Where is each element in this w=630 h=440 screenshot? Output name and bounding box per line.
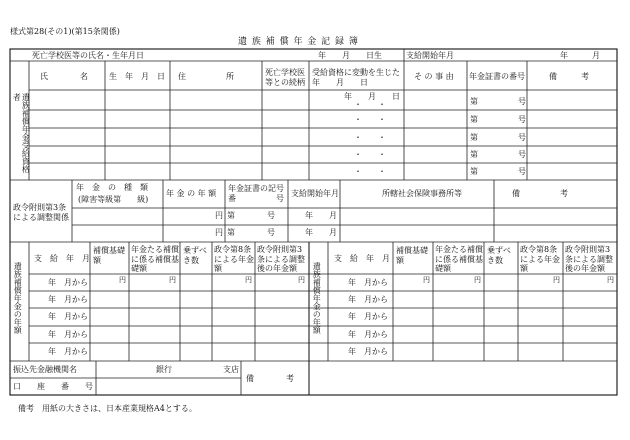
adj-ym-row1: 年 月 <box>305 211 337 220</box>
cert-no-row5: 第 号 <box>470 167 526 176</box>
branch-suffix: 支店 <box>223 365 239 374</box>
header-pension-sub: (障害等級第 級) <box>78 195 149 204</box>
pension-side-label-left: 遺族補償年金の年額 <box>13 262 23 334</box>
yen-multiplied-right: 円 <box>474 276 481 284</box>
header-period-right: 支 給 年 月 <box>334 254 390 263</box>
pension-side-label-right: 遺族補償年金の年額 <box>312 262 322 334</box>
cert-no-row2: 第 号 <box>470 115 526 124</box>
cert-no-row1: 第 号 <box>470 97 526 106</box>
from-right-1: 年 月から <box>348 278 388 287</box>
header-name: 氏 名 <box>40 72 88 81</box>
from-left-5: 年 月から <box>48 347 88 356</box>
header-base-right: 補償基礎額 <box>396 246 428 266</box>
yen-article8-right: 円 <box>553 276 560 284</box>
adj-number-row2: 第 号 <box>227 228 275 237</box>
from-left-2: 年 月から <box>48 295 88 304</box>
header-after-adjust-left: 政令附則第3条による調整後の年金額 <box>257 245 305 274</box>
yen-adjust-left: 円 <box>298 276 305 284</box>
header-cert-no: 年金証書の番号 <box>469 72 525 81</box>
header-relation: 死亡学校医等との続柄 <box>265 68 305 87</box>
header-birth: 生 年 月 日 <box>109 72 165 81</box>
bank-suffix: 銀行 <box>156 365 172 374</box>
dot-row3: ・ ・ <box>354 133 386 142</box>
cert-no-row4: 第 号 <box>470 150 526 159</box>
adj-yen-row2: 円 <box>215 228 223 237</box>
header-period-left: 支 給 年 月 <box>34 254 90 263</box>
dot-row2: ・ ・ <box>354 115 386 124</box>
header-article8-right: 政令第8条による年金額 <box>520 245 560 274</box>
from-left-3: 年 月から <box>48 312 88 321</box>
header-divisor-left: 乗ずべき数 <box>183 246 207 266</box>
deceased-label: 死亡学校医等の氏名・生年月日 <box>32 51 144 60</box>
recipients-side-label: 遺族補償年金受給資格者 <box>12 93 31 173</box>
yen-adjust-right: 円 <box>607 276 614 284</box>
header-article8-left: 政令第8条による年金額 <box>214 245 254 274</box>
yen-base-right: 円 <box>423 276 430 284</box>
header-change-date: 受給資格に変動を生じた年 月 日 <box>312 68 400 87</box>
yen-article8-left: 円 <box>245 276 252 284</box>
adjustment-side-label: 政令附則第3条による調整関係 <box>13 203 69 223</box>
dot-row1: ・ ・ <box>354 100 386 109</box>
yen-multiplied-left: 円 <box>169 276 176 284</box>
header-divisor-right: 乗ずべき数 <box>487 246 511 266</box>
adj-yen-row1: 円 <box>215 211 223 220</box>
header-adj-remarks: 備 考 <box>512 189 568 198</box>
from-right-4: 年 月から <box>348 330 388 339</box>
header-pension-type: 年 金 の 種 類 <box>76 183 148 192</box>
header-multiplied-left: 年金たる補償に係る補償基礎額 <box>131 245 179 274</box>
from-right-2: 年 月から <box>348 295 388 304</box>
yen-base-left: 円 <box>119 276 126 284</box>
start-label: 支給開始年月 <box>406 51 454 60</box>
bank-label: 振込先金融機関名 <box>13 365 77 374</box>
dot-row5: ・ ・ <box>354 167 386 176</box>
header-cert-sign: 年金証書の記号番 号 <box>228 184 284 204</box>
death-date: 年 月 日生 <box>318 51 382 60</box>
page-title: 遺 族 補 償 年 金 記 録 簿 <box>238 37 359 47</box>
from-left-4: 年 月から <box>48 330 88 339</box>
header-address: 住 所 <box>178 72 234 81</box>
header-reason: そ の 事 由 <box>414 72 454 81</box>
footer-note: 備考 用紙の大きさは、日本産業規格A4とする。 <box>18 404 197 413</box>
header-adj-start: 支給開始年月 <box>291 189 339 198</box>
header-multiplied-right: 年金たる補償に係る補償基礎額 <box>435 245 483 274</box>
from-right-3: 年 月から <box>348 312 388 321</box>
header-remarks: 備 考 <box>549 72 589 81</box>
account-label: 口 座 番 号 <box>13 382 93 391</box>
cert-no-row3: 第 号 <box>470 133 526 142</box>
bank-remarks-label: 備 考 <box>246 374 294 383</box>
header-amount: 年 金 の 年 額 <box>166 189 217 198</box>
from-right-5: 年 月から <box>348 347 388 356</box>
adj-ym-row2: 年 月 <box>305 228 337 237</box>
adj-number-row1: 第 号 <box>227 211 275 220</box>
header-after-adjust-right: 政令附則第3条による調整後の年金額 <box>565 245 613 274</box>
from-left-1: 年 月から <box>48 278 88 287</box>
header-office: 所轄社会保険事務所等 <box>382 189 462 198</box>
change-date-row1: 年 月 日 <box>344 92 400 101</box>
form-id: 様式第28(その1)(第15条関係) <box>10 27 120 36</box>
start-value: 年 月 <box>560 51 600 60</box>
header-base-left: 補償基礎額 <box>93 246 125 266</box>
dot-row4: ・ ・ <box>354 150 386 159</box>
